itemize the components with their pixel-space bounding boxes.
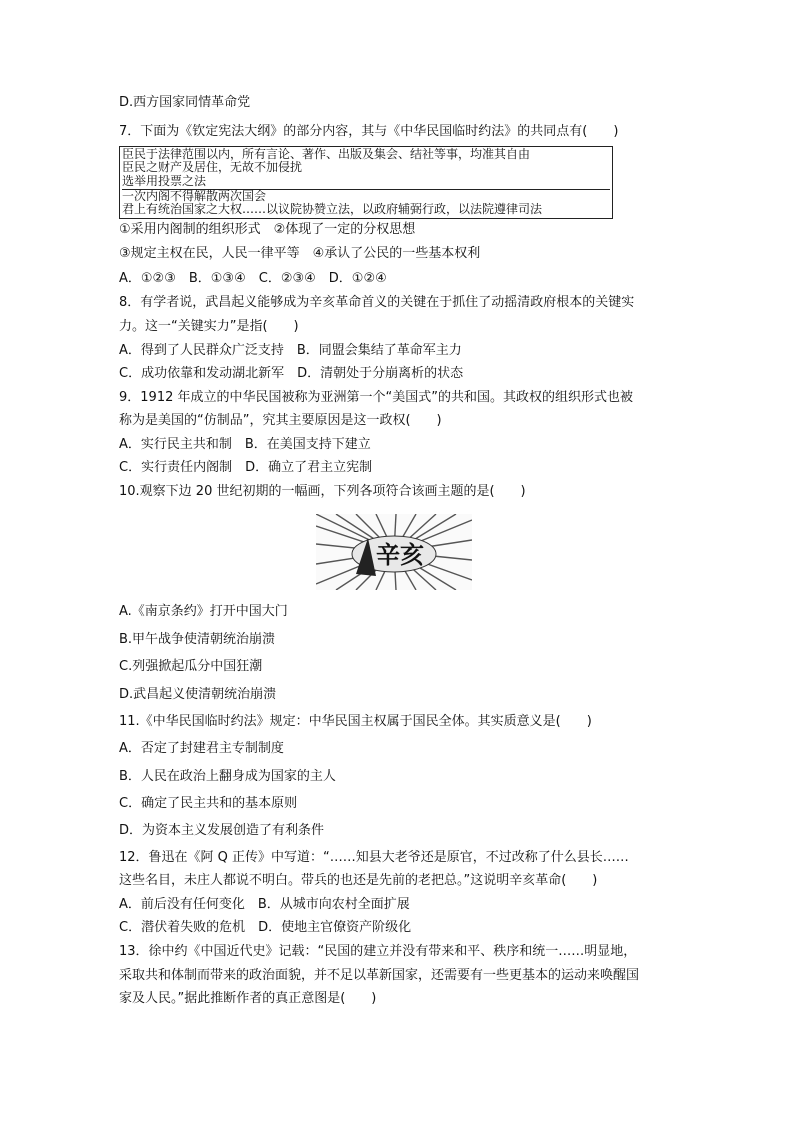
- table-row: 臣民于法律范围以内，所有言论、著作、出版及集会、结社等事，均准其自由: [122, 147, 531, 161]
- q11-option-a: A．否定了封建君主专制制度: [119, 741, 284, 756]
- question-12-line-2: 这些名目，未庄人都说不明白。带兵的也还是先前的老把总。”这说明辛亥革命( ): [119, 873, 598, 888]
- q6-option-d: D.西方国家同情革命党: [119, 95, 251, 110]
- table-row: 君上有统治国家之大权……以议院协赞立法，以政府辅弼行政，以法院遵律司法: [122, 202, 543, 216]
- q10-option-a: A.《南京条约》打开中国大门: [119, 604, 288, 619]
- question-12-line-1: 12．鲁迅在《阿 Q 正传》中写道：“……知县大老爷还是原官，不过改称了什么县长……: [119, 850, 629, 865]
- question-13-line-1: 13．徐中约《中国近代史》记载：“民国的建立并没有带来和平、秩序和统一……明显地，: [119, 944, 637, 959]
- q10-option-b: B.甲午战争使清朝统治崩溃: [119, 632, 276, 647]
- q9-options-ab: A．实行民主共和制 B．在美国支持下建立: [119, 437, 371, 452]
- question-13-line-2: 采取共和体制而带来的政治面貌，并不足以革新国家，还需要有一些更基本的运动来唤醒国: [119, 968, 640, 983]
- q11-option-b: B．人民在政治上翻身成为国家的主人: [119, 769, 336, 784]
- q12-options-cd: C．潜伏着失败的危机 D．使地主官僚资产阶级化: [119, 920, 412, 935]
- question-11: 11.《中华民国临时约法》规定：中华民国主权属于国民全体。其实质意义是( ): [119, 714, 592, 729]
- q10-option-c: C.列强掀起瓜分中国狂潮: [119, 659, 263, 674]
- q7-answers: A．①②③ B．①③④ C．②③④ D．①②④: [119, 271, 387, 286]
- q12-options-ab: A．前后没有任何变化 B．从城市向农村全面扩展: [119, 897, 410, 912]
- cartoon-caption: 辛亥: [376, 541, 424, 569]
- q9-options-cd: C．实行责任内阁制 D．确立了君主立宪制: [119, 460, 373, 475]
- question-8-line-1: 8．有学者说，武昌起义能够成为辛亥革命首义的关键在于抓住了动摇清政府根本的关键实: [119, 295, 635, 310]
- question-9-line-2: 称为是美国的“仿制品”，究其主要原因是这一政权( ): [119, 413, 442, 428]
- question-10: 10.观察下边 20 世纪初期的一幅画，下列各项符合该画主题的是( ): [119, 484, 526, 499]
- question-13-line-3: 家及人民。”据此推断作者的真正意图是( ): [119, 991, 377, 1006]
- q11-option-d: D．为资本主义发展创造了有利条件: [119, 823, 325, 838]
- constitution-excerpt-table: [119, 146, 613, 219]
- table-row: 选举用投票之法: [122, 174, 207, 188]
- question-7: 7．下面为《钦定宪法大纲》的部分内容，其与《中华民国临时约法》的共同点有( ): [119, 124, 619, 139]
- q10-option-d: D.武昌起义使清朝统治崩溃: [119, 687, 277, 702]
- q7-options-2: ③规定主权在民，人民一律平等 ④承认了公民的一些基本权利: [119, 246, 481, 261]
- q8-options-ab: A．得到了人民群众广泛支持 B．同盟会集结了革命军主力: [119, 343, 462, 358]
- question-9-line-1: 9．1912 年成立的中华民国被称为亚洲第一个“美国式”的共和国。其政权的组织形式也被: [119, 390, 633, 405]
- q11-option-c: C．确定了民主共和的基本原则: [119, 796, 298, 811]
- q8-options-cd: C．成功依靠和发动湖北新军 D．清朝处于分崩离析的状态: [119, 366, 464, 381]
- cartoon-image: [316, 514, 472, 590]
- question-8-line-2: 力。这一“关键实力”是指( ): [119, 319, 299, 334]
- table-row: 一次内阁不得解散两次国会: [122, 189, 610, 203]
- q7-options-1: ①采用内阁制的组织形式 ②体现了一定的分权思想: [119, 222, 416, 237]
- table-row: 臣民之财产及居住，无故不加侵扰: [122, 160, 303, 174]
